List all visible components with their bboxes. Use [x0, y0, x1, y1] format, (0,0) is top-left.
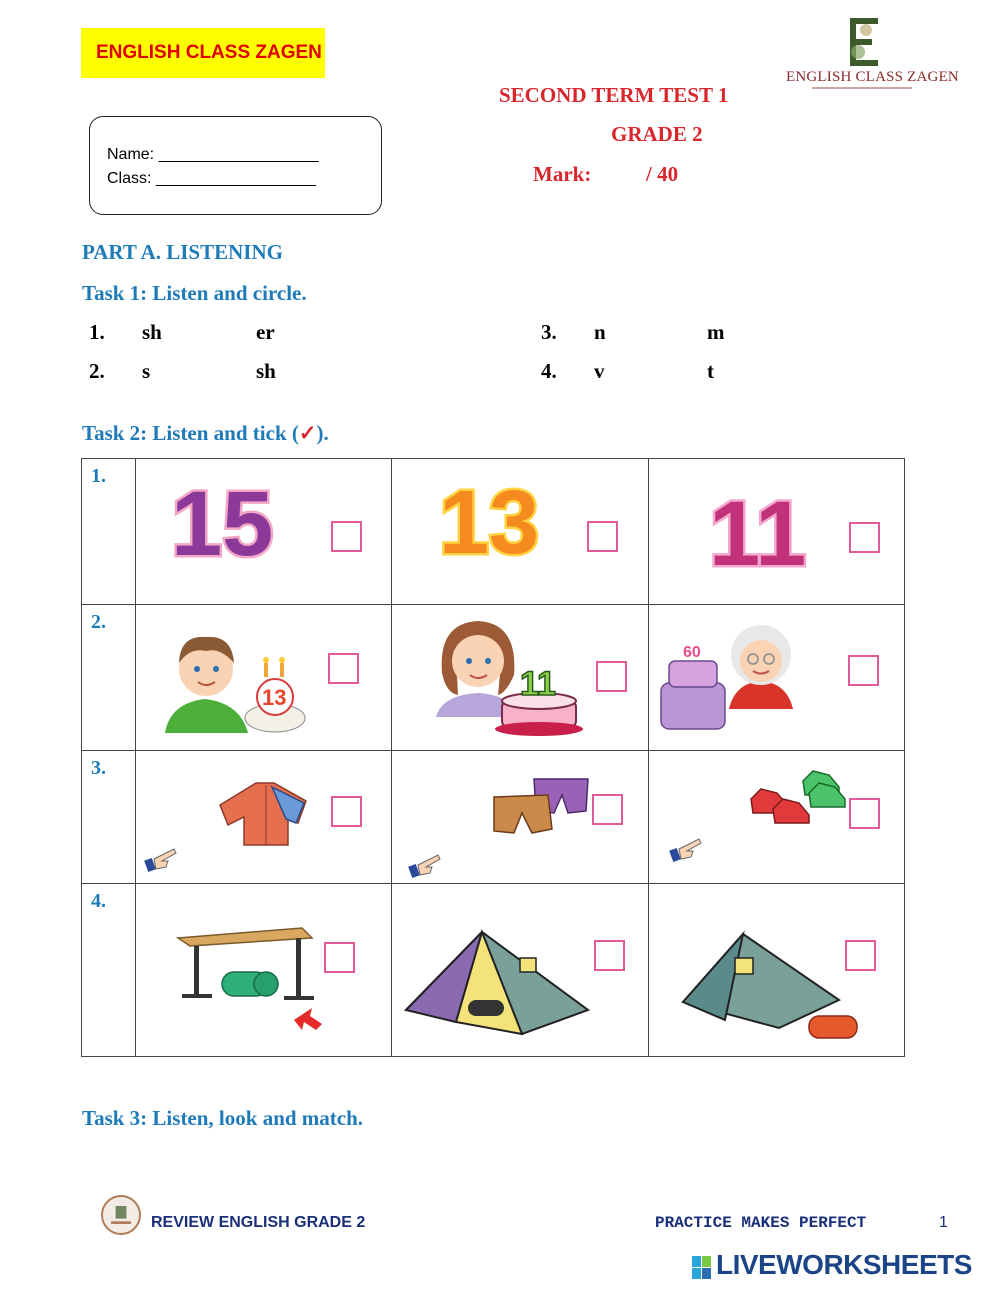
pointing-hand-icon — [669, 835, 705, 865]
number-picture — [707, 483, 807, 573]
liveworksheets-logo-icon — [692, 1256, 712, 1280]
tick-box[interactable] — [596, 661, 627, 692]
mark-label: Mark: — [533, 162, 592, 186]
svg-text:13: 13 — [262, 685, 287, 710]
answer-cell[interactable] — [136, 459, 392, 605]
test-title: SECOND TERM TEST 1 — [499, 83, 729, 107]
number-thirteen: 13 — [439, 475, 540, 565]
task1-item-number: 3. — [541, 320, 557, 344]
answer-cell[interactable] — [392, 751, 648, 884]
task1-option[interactable]: sh — [142, 320, 162, 344]
number-picture — [434, 475, 554, 565]
tick-box[interactable] — [592, 794, 623, 825]
grandma-birthday-picture — [657, 613, 807, 739]
shorts-picture — [490, 773, 592, 839]
row-number: 2. — [91, 611, 106, 633]
answer-cell[interactable] — [392, 459, 648, 605]
part-a-title: PART A. LISTENING — [82, 240, 283, 264]
task1-item-number: 1. — [89, 320, 105, 344]
sleeping-bag-in-tent-picture — [402, 924, 592, 1044]
boy-birthday-picture — [160, 623, 310, 735]
task1-option[interactable]: s — [142, 359, 151, 383]
school-logo — [782, 12, 959, 92]
task1-item-number: 2. — [89, 359, 105, 383]
number-eleven: 11 — [708, 483, 806, 573]
tick-box[interactable] — [328, 653, 359, 684]
sleeping-bag-under-table-picture — [174, 924, 324, 1039]
answer-cell[interactable] — [392, 605, 648, 751]
tick-box[interactable] — [849, 798, 880, 829]
shirt-picture — [216, 779, 316, 849]
task1-option[interactable]: er — [256, 320, 275, 344]
footer-left-text: REVIEW ENGLISH GRADE 2 — [151, 1214, 366, 1231]
tick-icon: ✓ — [298, 421, 317, 445]
brand-banner — [81, 28, 325, 78]
page-number: 1 — [939, 1214, 948, 1231]
answer-cell[interactable] — [648, 605, 904, 751]
answer-cell[interactable] — [648, 884, 904, 1057]
brand-label: ENGLISH CLASS ZAGEN — [96, 42, 322, 63]
task2-title — [82, 421, 329, 446]
task1-option[interactable]: m — [707, 320, 725, 344]
answer-cell[interactable] — [648, 751, 904, 884]
task3-title: Task 3: Listen, look and match. — [82, 1106, 364, 1130]
tick-box[interactable] — [848, 655, 879, 686]
mark-total: / 40 — [646, 162, 679, 186]
logo-divider — [812, 87, 912, 89]
tick-box[interactable] — [594, 940, 625, 971]
shoes-picture — [747, 767, 847, 827]
tick-box[interactable] — [324, 942, 355, 973]
task1-option[interactable]: sh — [256, 359, 276, 383]
table-row — [82, 884, 905, 1057]
student-info-box — [89, 116, 382, 215]
tick-box[interactable] — [845, 940, 876, 971]
answer-cell[interactable] — [136, 884, 392, 1057]
answer-cell[interactable] — [136, 751, 392, 884]
logo-letter-e-icon — [844, 14, 884, 70]
answer-cell[interactable] — [136, 605, 392, 751]
task1-option[interactable]: v — [594, 359, 605, 383]
task2-title-start: Task 2: Listen and tick ( — [82, 421, 299, 445]
number-fifteen: 15 — [171, 477, 274, 567]
tick-box[interactable] — [587, 521, 618, 552]
pointing-hand-icon — [408, 851, 444, 881]
answer-cell[interactable] — [392, 884, 648, 1057]
tick-box[interactable] — [849, 522, 880, 553]
task2-title-end: ). — [316, 421, 329, 445]
task1-option[interactable]: t — [707, 359, 714, 383]
tick-box[interactable] — [331, 796, 362, 827]
girl-birthday-picture — [432, 613, 587, 739]
table-row — [82, 751, 905, 884]
liveworksheets-wordmark[interactable]: LIVEWORKSHEETS — [716, 1249, 972, 1280]
footer-logo-icon — [101, 1195, 141, 1235]
table-row — [82, 605, 905, 751]
task1-title: Task 1: Listen and circle. — [82, 281, 307, 305]
class-field[interactable]: Class: __________________ — [107, 170, 317, 187]
grade-label: GRADE 2 — [611, 122, 703, 146]
svg-text:60: 60 — [682, 644, 701, 661]
footer-right-text: PRACTICE MAKES PERFECT — [655, 1214, 867, 1232]
logo-text: ENGLISH CLASS ZAGEN — [786, 69, 959, 85]
tick-box[interactable] — [331, 521, 362, 552]
number-picture — [166, 477, 296, 567]
task2-table — [81, 458, 905, 1057]
row-number: 3. — [91, 757, 106, 779]
task1-option[interactable]: n — [594, 320, 606, 344]
table-row — [82, 459, 905, 605]
answer-cell[interactable] — [648, 459, 904, 605]
svg-text:11: 11 — [520, 665, 557, 703]
row-number: 1. — [91, 465, 106, 487]
task1-item-number: 4. — [541, 359, 557, 383]
pointing-hand-icon — [144, 845, 180, 875]
row-number: 4. — [91, 890, 106, 912]
name-field[interactable]: Name: __________________ — [107, 146, 319, 163]
